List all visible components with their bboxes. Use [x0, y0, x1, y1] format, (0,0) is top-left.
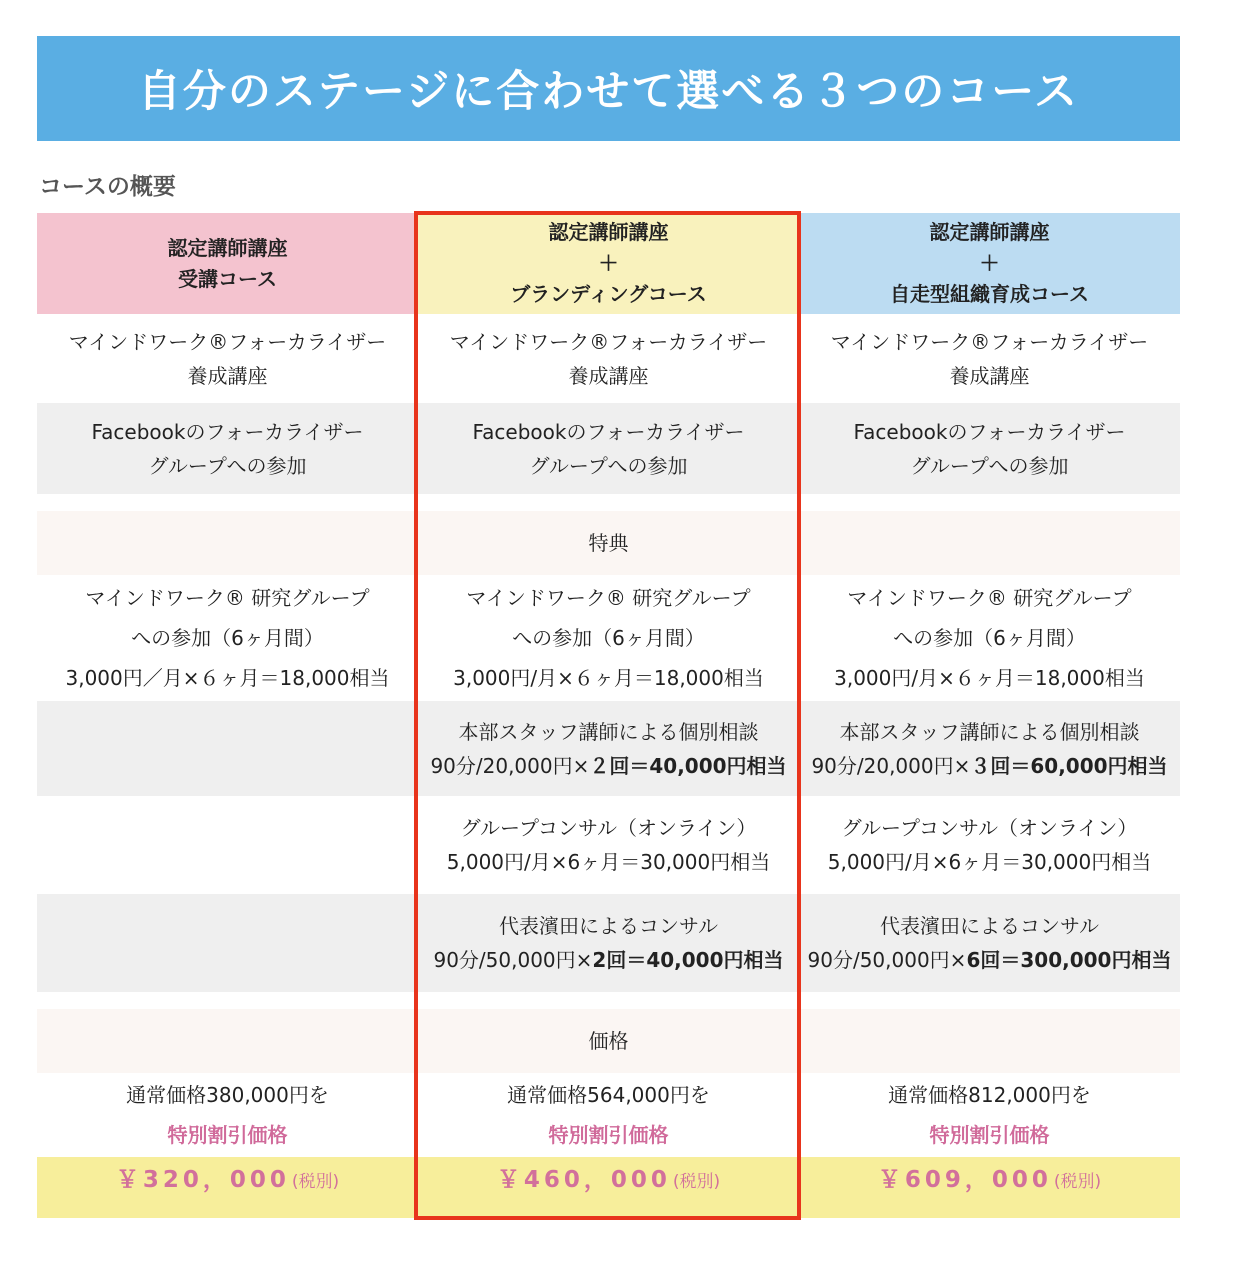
table-cell: マインドワーク®フォーカライザー 養成講座 [830, 329, 1149, 388]
table-cell: 本部スタッフ講師による個別相談 90分/20,000円×２回＝40,000円相当 [418, 701, 799, 796]
page-title: 自分のステージに合わせて選べる３つのコース [137, 67, 1080, 117]
table-cell: グループコンサル（オンライン） 5,000円/月×6ヶ月＝30,000円相当 [446, 816, 771, 874]
table-cell-empty [37, 796, 418, 894]
price-tax-note: (税別) [672, 1172, 721, 1192]
price-amount: ￥609，000 [877, 1167, 1052, 1193]
table-cell: 通常価格380,000円を 特別割引価格 [37, 1073, 418, 1157]
cell-line: 90分/50,000円×2回＝40,000円相当 [433, 948, 784, 972]
table-cell: マインドワーク® 研究グループ への参加（6ヶ月間） 3,000円/月×６ヶ月＝18,000相当 [453, 586, 764, 690]
course-header-1: 認定講師講座 受講コース [37, 213, 418, 314]
section-title: コースの概要 [39, 173, 176, 200]
table-cell: 代表濱田によるコンサル 90分/50,000円×6回＝300,000円相当 [799, 894, 1180, 992]
price-amount: ￥320，000 [115, 1167, 290, 1193]
band-cell [37, 1009, 418, 1073]
table-header-row [37, 213, 1180, 314]
table-row [37, 1073, 1180, 1157]
table-row [37, 403, 1180, 494]
table-cell: マインドワーク®フォーカライザー 養成講座 [449, 329, 768, 388]
section-band-price [37, 1009, 1180, 1073]
table-cell: マインドワーク®フォーカライザー 養成講座 [68, 329, 387, 388]
price-row [37, 1157, 1180, 1218]
course-header-3: 認定講師講座 ＋ 自走型組織育成コース [799, 213, 1180, 314]
cell-line: 90分/20,000円×３回＝60,000円相当 [811, 753, 1168, 778]
table-cell: グループコンサル（オンライン） 5,000円/月×6ヶ月＝30,000円相当 [827, 816, 1152, 874]
band-label-tokuten: 特典 [588, 531, 629, 555]
discount-label: 特別割引価格 [929, 1123, 1050, 1147]
price-tax-note: (税別) [1053, 1172, 1102, 1192]
table-cell-empty [37, 701, 418, 796]
row-spacer [37, 494, 1180, 511]
table-row [37, 796, 1180, 894]
table-cell: Facebookのフォーカライザー グループへの参加 [472, 419, 745, 478]
price-tax-note: (税別) [291, 1172, 340, 1192]
discount-label: 特別割引価格 [548, 1123, 669, 1147]
price-amount: ￥460，000 [496, 1167, 671, 1193]
band-cell [37, 511, 418, 575]
table-cell: 本部スタッフ講師による個別相談 90分/20,000円×３回＝60,000円相当 [799, 701, 1180, 796]
table-row [37, 575, 1180, 701]
price-cell [799, 1157, 1180, 1218]
row-spacer [37, 992, 1180, 1009]
cell-line: 90分/20,000円×２回＝40,000円相当 [430, 753, 787, 778]
table-cell: 代表濱田によるコンサル 90分/50,000円×2回＝40,000円相当 [418, 894, 799, 992]
table-cell-empty [37, 894, 418, 992]
title-banner [37, 36, 1180, 141]
table-cell: マインドワーク® 研究グループ への参加（6ヶ月間） 3,000円／月×６ヶ月＝18,000相当 [65, 586, 390, 690]
band-cell [799, 511, 1180, 575]
course-header-2: 認定講師講座 ＋ ブランディングコース [418, 213, 799, 314]
discount-label: 特別割引価格 [167, 1123, 288, 1147]
price-cell [37, 1157, 418, 1218]
band-label-price: 価格 [588, 1029, 629, 1053]
table-cell: Facebookのフォーカライザー グループへの参加 [853, 419, 1126, 478]
section-band-tokuten [37, 511, 1180, 575]
cell-line: 90分/50,000円×6回＝300,000円相当 [807, 948, 1172, 972]
price-cell [418, 1157, 799, 1218]
table-row [37, 314, 1180, 403]
table-cell: 通常価格564,000円を 特別割引価格 [418, 1073, 799, 1157]
table-cell: マインドワーク® 研究グループ への参加（6ヶ月間） 3,000円/月×６ヶ月＝18,000相当 [834, 586, 1145, 690]
course-comparison-table [37, 213, 1180, 1218]
table-row [37, 894, 1180, 992]
table-row [37, 701, 1180, 796]
table-cell: 通常価格812,000円を 特別割引価格 [799, 1073, 1180, 1157]
band-cell [799, 1009, 1180, 1073]
table-cell: Facebookのフォーカライザー グループへの参加 [91, 419, 364, 478]
